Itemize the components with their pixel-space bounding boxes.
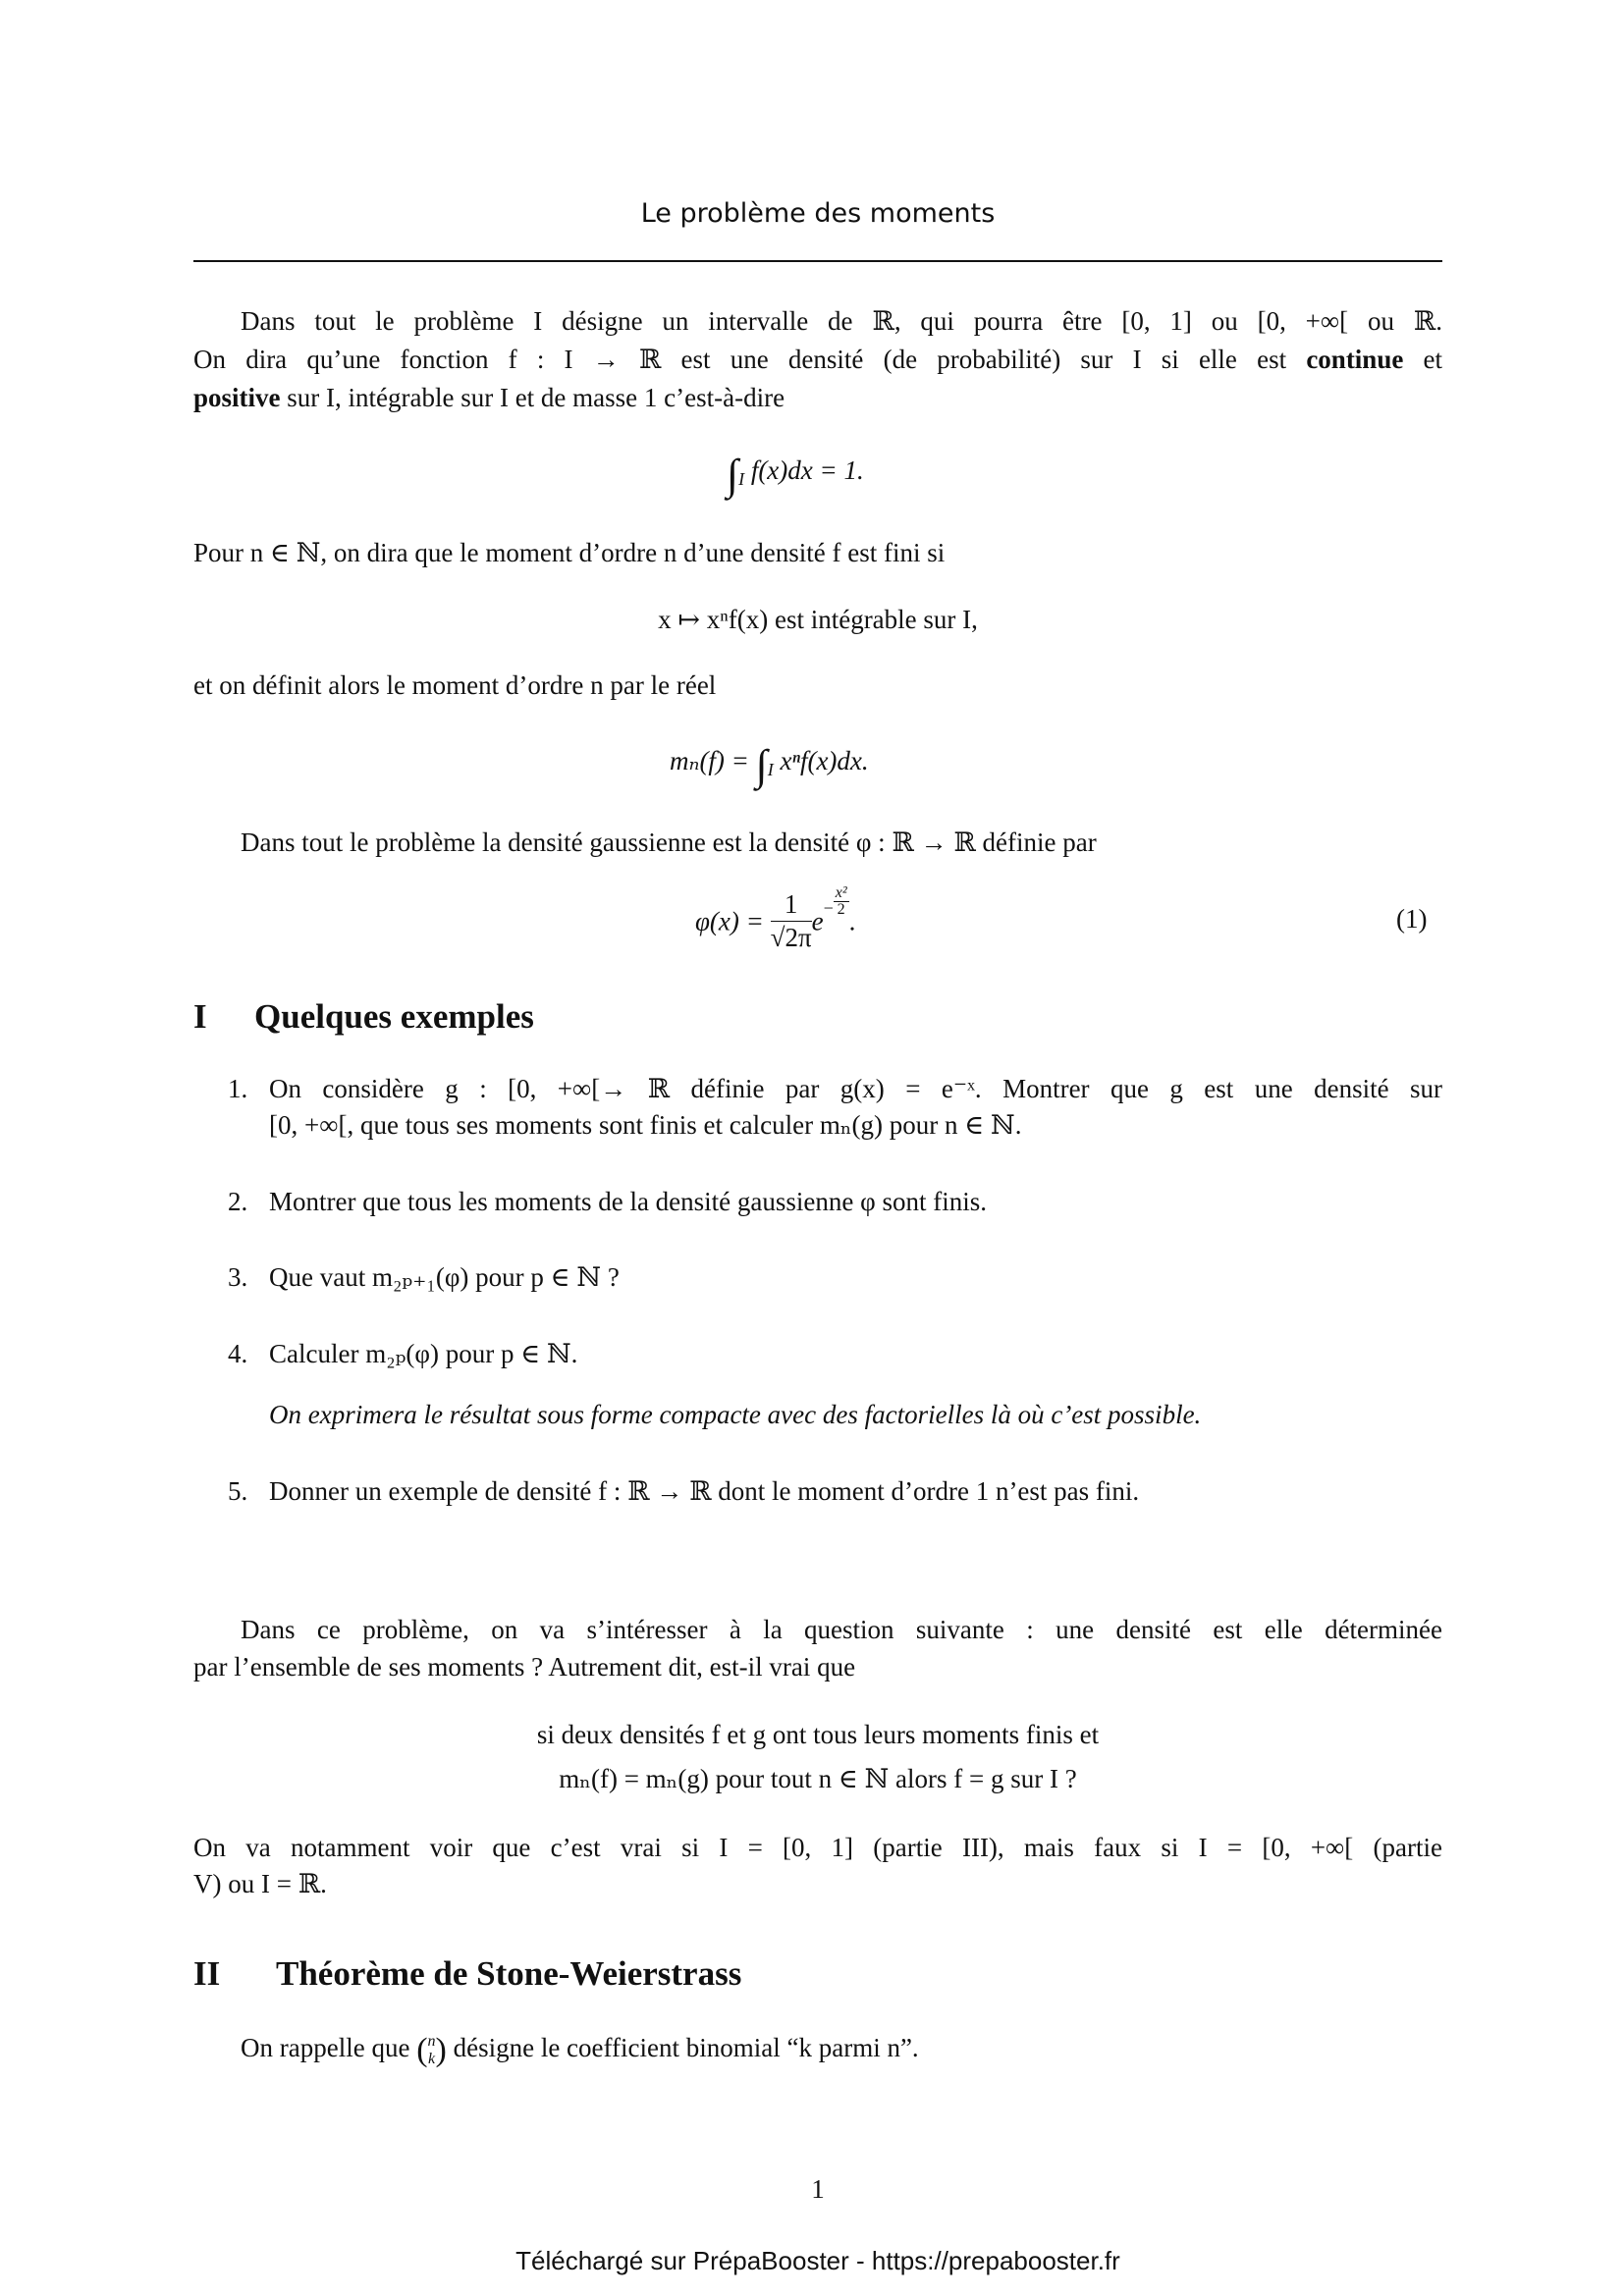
item-number: 5. [228, 1476, 248, 1506]
item-1-line-2: [0, +∞[, que tous ses moments sont finis et calculer mₙ(g) pour n ∈ ℕ. [269, 1110, 1022, 1140]
paren-left: ( [416, 2031, 428, 2068]
paren-right: ) [435, 2031, 447, 2068]
integral-sign: ∫ [755, 741, 768, 789]
gauss-def-text: Dans tout le problème la densité gaussienne est la densité φ : ℝ → ℝ définie par [241, 828, 1097, 857]
intro-line-1: Dans tout le problème I désigne un intervalle de ℝ, qui pourra être [0, 1] ou [0, +∞[ ou ℝ. [241, 306, 1442, 336]
section-title: Quelques exemples [254, 997, 534, 1036]
question-line-3: On va notamment voir que c’est vrai si I = [0, 1] (partie III), mais faux si I = [0, +∞[ (partie [193, 1833, 1442, 1862]
running-header: Le problème des moments [640, 198, 996, 229]
fraction [771, 891, 812, 951]
binom-top: n [427, 2033, 436, 2050]
question-statement-2: mₙ(f) = mₙ(g) pour tout n ∈ ℕ alors f = g sur I ? [559, 1764, 1077, 1793]
section-heading-1 [193, 999, 534, 1034]
exp-fraction [834, 885, 849, 918]
keyword-positive: positive [193, 383, 281, 412]
item-5-text: Donner un exemple de densité f : ℝ → ℝ dont le moment d’ordre 1 n’est pas fini. [269, 1476, 1140, 1506]
integral-domain: I [738, 469, 745, 489]
header-rule [193, 260, 1442, 262]
section-heading-2 [193, 1956, 741, 1991]
item-3-text: Que vaut m₂ₚ₊₁(φ) pour p ∈ ℕ ? [269, 1262, 620, 1292]
section-number: I [193, 997, 207, 1036]
moment-finite-text: Pour n ∈ ℕ, on dira que le moment d’ordre n d’une densité f est fini si [193, 538, 946, 567]
binom-bottom: k [427, 2050, 436, 2067]
binomial-text-b: désigne le coefficient binomial “k parmi n”. [453, 2032, 919, 2062]
question-line-2: par l’ensemble de ses moments ? Autrement dit, est-il vrai que [193, 1652, 856, 1682]
binomial-text-a: On rappelle que [241, 2032, 410, 2062]
binomial-symbol [428, 2033, 436, 2067]
item-number: 1. [228, 1074, 248, 1103]
equation-moment [670, 741, 869, 789]
moment-define-text: et on définit alors le moment d’ordre n par le réel [193, 670, 717, 700]
exp-numerator: x² [835, 884, 847, 901]
page-number: 1 [811, 2174, 825, 2204]
equation-mass [727, 451, 864, 499]
equation-gauss [695, 885, 855, 951]
equation-gauss-lhs: φ(x) = [695, 906, 764, 936]
fraction-denominator: √2π [770, 923, 812, 953]
item-1-line-1: On considère g : [0, +∞[→ ℝ définie par g(x) = e⁻ˣ. Montrer que g est une densité sur [269, 1074, 1442, 1103]
item-4-text: Calculer m₂ₚ(φ) pour p ∈ ℕ. [269, 1339, 578, 1368]
equation-period: . [848, 906, 856, 936]
keyword-continue: continue [1306, 345, 1404, 374]
integral-domain: I [767, 760, 774, 779]
item-4-note: On exprimera le résultat sous forme compacte avec des factorielles là où c’est possible. [269, 1400, 1202, 1429]
exp-denominator: 2 [837, 901, 845, 918]
item-number: 3. [228, 1262, 248, 1292]
integral-sign: ∫ [727, 451, 739, 499]
item-number: 4. [228, 1339, 248, 1368]
section-title: Théorème de Stone-Weierstrass [276, 1954, 742, 1993]
equation-integrable: x ↦ xⁿf(x) est intégrable sur I, [658, 605, 978, 634]
question-statement-1: si deux densités f et g ont tous leurs moments finis et [536, 1720, 1100, 1749]
item-2-text: Montrer que tous les moments de la densité gaussienne φ sont finis. [269, 1187, 987, 1216]
exp-base: e [811, 906, 824, 936]
question-line-4: V) ou I = ℝ. [193, 1869, 327, 1898]
intro-line-2-text: On dira qu’une fonction f : I → ℝ est une densité (de probabilité) sur I si elle est [193, 345, 1287, 374]
equation-mass-body: f(x)dx = 1. [750, 455, 864, 485]
question-line-1: Dans ce problème, on va s’intéresser à la question suivante : une densité est elle déterminée [241, 1615, 1442, 1644]
intro-line-2-end: et [1423, 345, 1443, 374]
item-number: 2. [228, 1187, 248, 1216]
intro-line-3 [193, 385, 785, 411]
fraction-numerator: 1 [771, 891, 812, 922]
download-footer: Téléchargé sur PrépaBooster - https://prepabooster.fr [515, 2246, 1120, 2275]
equation-number: (1) [1396, 904, 1428, 934]
binomial-reminder [241, 2033, 919, 2067]
intro-line-2 [193, 347, 1442, 373]
intro-line-3-text: sur I, intégrable sur I et de masse 1 c’est-à-dire [287, 383, 785, 412]
equation-moment-rhs: xⁿf(x)dx. [780, 746, 869, 775]
section-number: II [193, 1954, 221, 1993]
equation-moment-lhs: mₙ(f) = [670, 746, 749, 775]
exp-minus: − [823, 898, 834, 918]
